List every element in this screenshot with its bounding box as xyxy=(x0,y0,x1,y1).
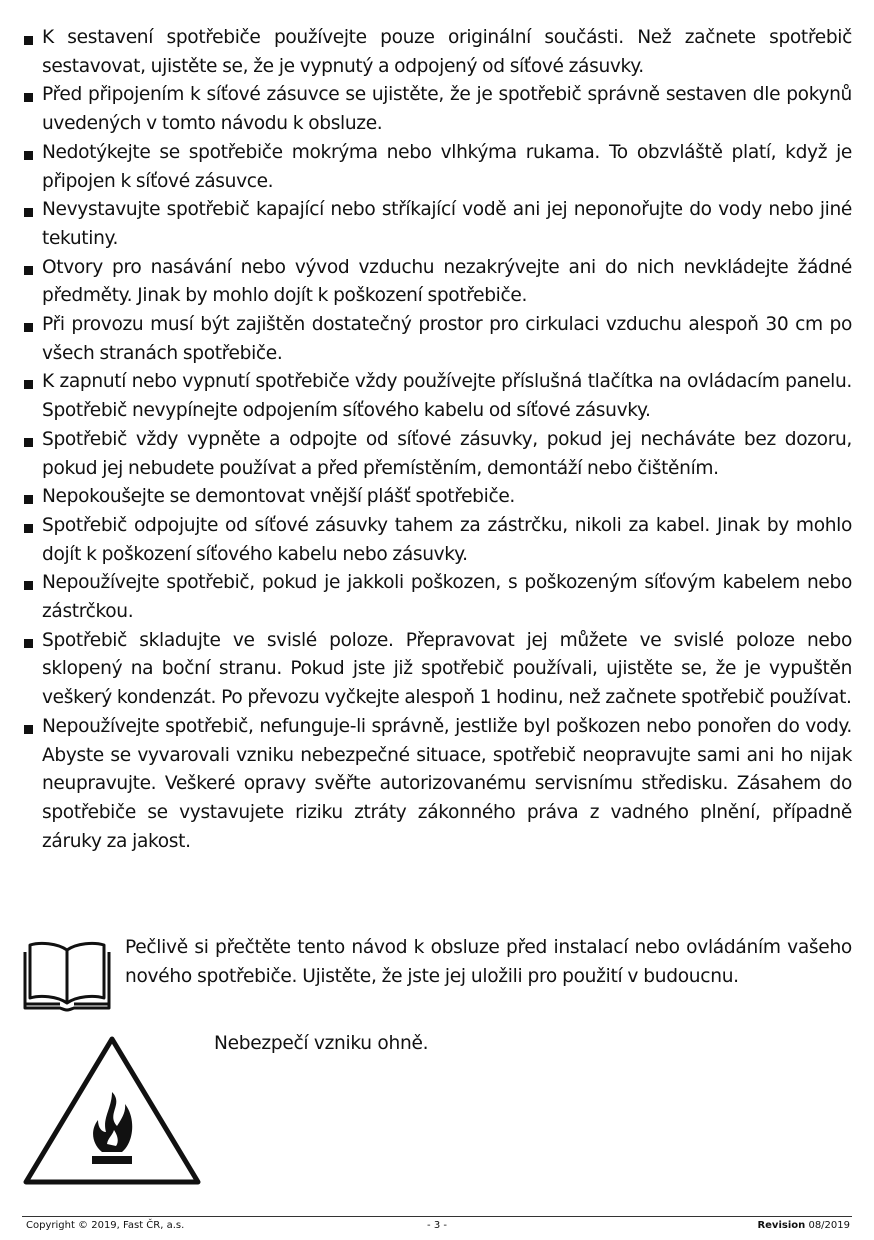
revision-date: 08/2019 xyxy=(808,1220,850,1231)
fire-hazard-icon xyxy=(22,1034,202,1186)
list-item: Nevystavujte spotřebič kapající nebo stříkající vodě ani jej neponořujte do vody nebo jiné tekutiny. xyxy=(22,196,852,253)
list-item: K zapnutí nebo vypnutí spotřebiče vždy používejte příslušná tlačítka na ovládacím panelu. Spotřebič nevypínejte odpojením síťového kabelu od síťové zásuvky. xyxy=(22,368,852,425)
list-item: Spotřebič odpojujte od síťové zásuvky tahem za zástrčku, nikoli za kabel. Jinak by mohlo dojít k poškození síťového kabelu nebo zásuvky. xyxy=(22,512,852,569)
list-item: Před připojením k síťové zásuvce se ujistěte, že je spotřebič správně sestaven dle pokynů uvedených v tomto návodu k obsluze. xyxy=(22,81,852,138)
list-item: Nedotýkejte se spotřebiče mokrýma nebo vlhkýma rukama. To obzvláště platí, když je připojen k síťové zásuvce. xyxy=(22,139,852,196)
manual-notice-text: Pečlivě si přečtěte tento návod k obsluze před instalací nebo ovládáním vašeho nového spotřebiče. Ujistěte, že jste jej uložili pro použití v budoucnu. xyxy=(125,937,852,987)
book-icon xyxy=(22,938,112,1012)
fire-warning xyxy=(22,1030,852,1190)
list-item: K sestavení spotřebiče používejte pouze originální součásti. Než začnete spotřebič sestavovat, ujistěte se, že je vypnutý a odpojený od síťové zásuvky. xyxy=(22,24,852,81)
fire-warning-text: Nebezpečí vzniku ohně. xyxy=(214,1033,429,1054)
list-item: Při provozu musí být zajištěn dostatečný prostor pro cirkulaci vzduchu alespoň 30 cm po všech stranách spotřebiče. xyxy=(22,311,852,368)
revision-info xyxy=(757,1220,850,1231)
revision-label: Revision xyxy=(757,1220,806,1231)
list-item: Spotřebič vždy vypněte a odpojte od síťové zásuvky, pokud jej necháváte bez dozoru, pokud jej nebudete používat a před přemístěním, demontáží nebo čištěním. xyxy=(22,426,852,483)
list-item: Nepoužívejte spotřebič, pokud je jakkoli poškozen, s poškozeným síťovým kabelem nebo zástrčkou. xyxy=(22,569,852,626)
page-footer xyxy=(22,1216,852,1237)
list-item: Spotřebič skladujte ve svislé poloze. Přepravovat jej můžete ve svislé poloze nebo sklopený na boční stranu. Pokud jste již spotřebič používali, ujistěte se, že je vypuštěn veškerý kondenzát. Po převozu vyčkejte alespoň 1 hodinu, než začnete spotřebič používat. xyxy=(22,627,852,713)
list-item: Otvory pro nasávání nebo vývod vzduchu nezakrývejte ani do nich nevkládejte žádné předměty. Jinak by mohlo dojít k poškození spotřebiče. xyxy=(22,254,852,311)
copyright-text: Copyright © 2019, Fast ČR, a.s. xyxy=(26,1220,185,1231)
list-item: Nepoužívejte spotřebič, nefunguje-li správně, jestliže byl poškozen nebo ponořen do vody. Abyste se vyvarovali vzniku nebezpečné situace, spotřebič neopravujte sami ani ho nijak neupravujte. Veškeré opravy svěřte autorizovanému servisnímu středisku. Zásahem do spotřebiče se vystavujete riziku ztráty zákonného práva z vadného plnění, případně záruky za jakost. xyxy=(22,713,852,857)
page-number: - 3 - xyxy=(427,1220,447,1231)
list-item: Nepokoušejte se demontovat vnější plášť spotřebiče. xyxy=(22,483,852,512)
safety-instructions-list xyxy=(22,24,852,856)
